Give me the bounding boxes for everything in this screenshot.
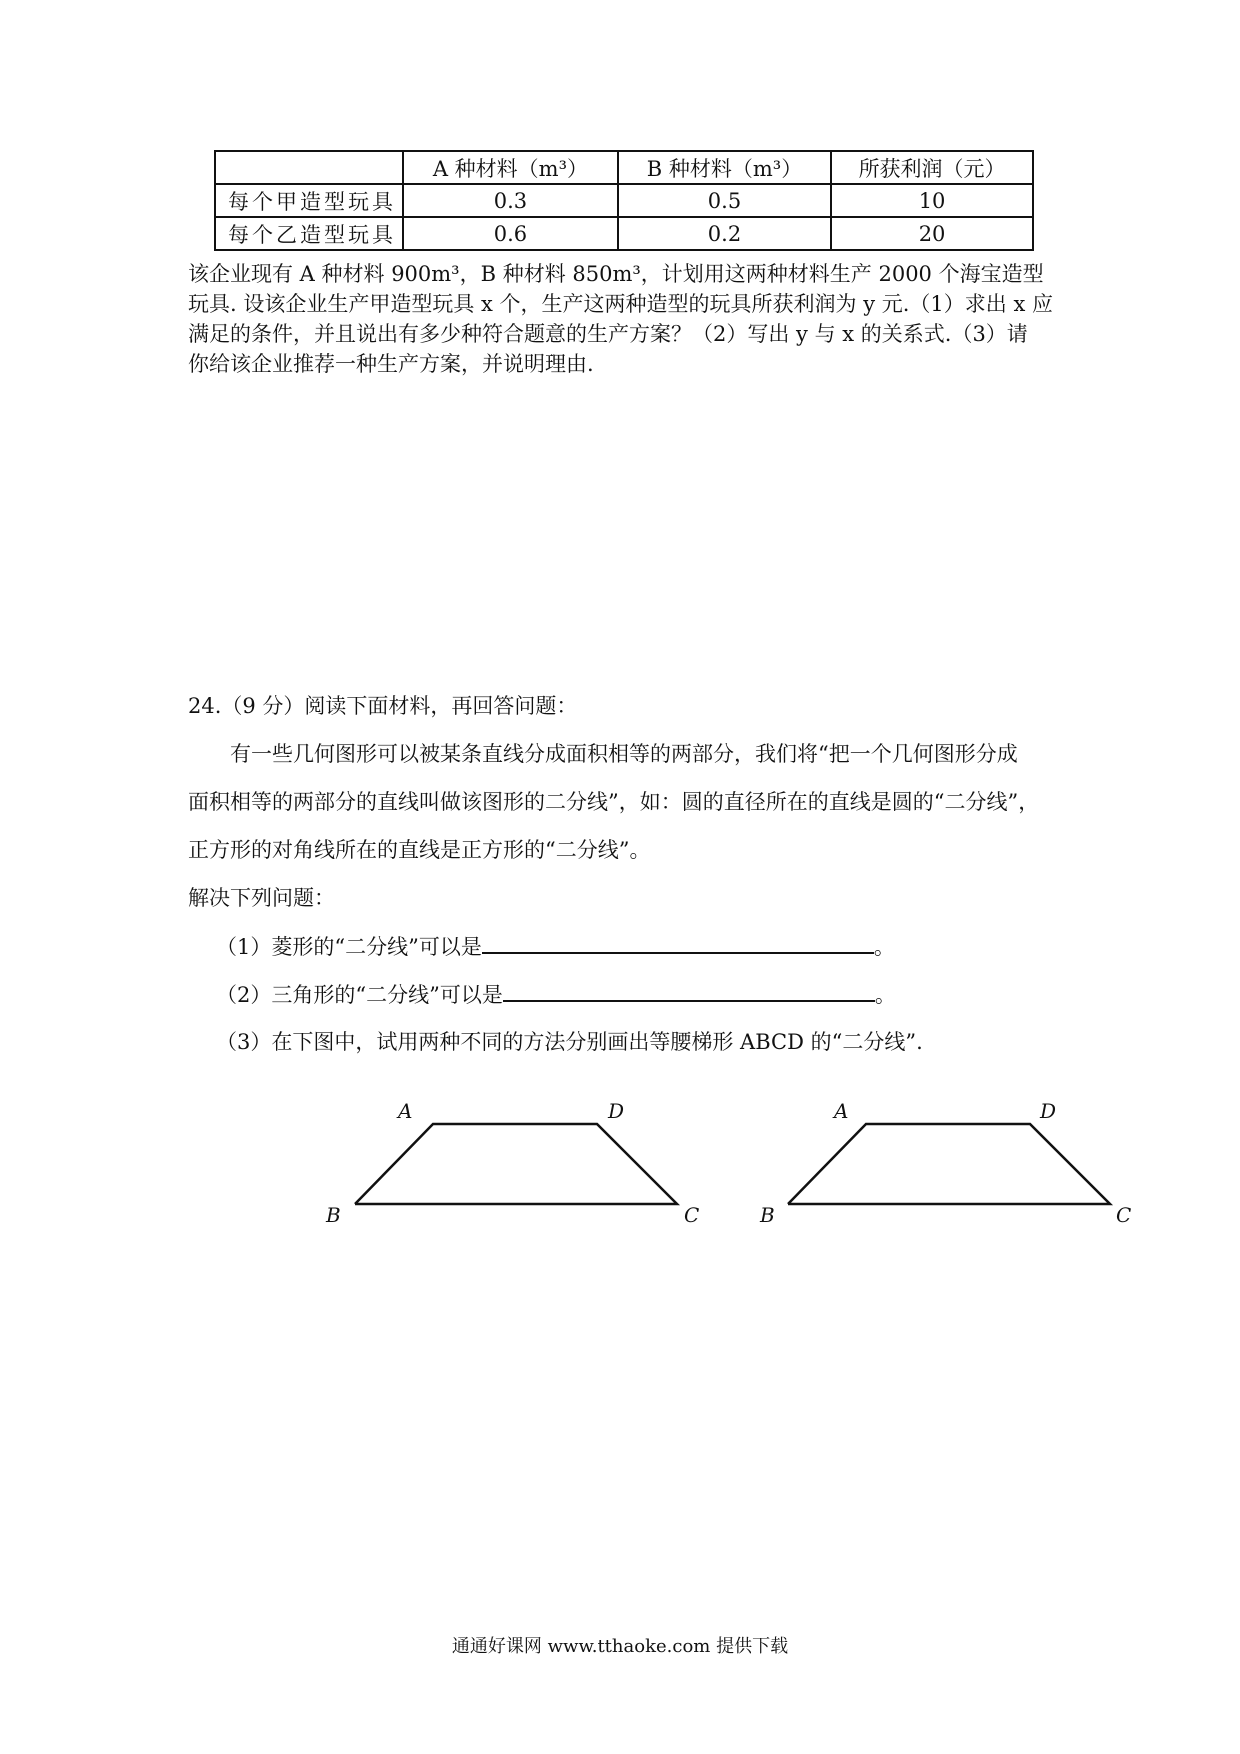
table-header-cell: 所获利润（元）	[831, 151, 1033, 184]
table-header-cell: B 种材料（m³）	[618, 151, 831, 184]
table-cell: 0.2	[618, 217, 831, 250]
question-1-text: （1）菱形的“二分线”可以是	[216, 935, 482, 959]
vertex-label-d: D	[1040, 1099, 1057, 1123]
question-3: （3）在下图中，试用两种不同的方法分别画出等腰梯形 ABCD 的“二分线”.	[216, 1030, 923, 1054]
trapezoid-left	[325, 1099, 699, 1227]
table-cell: 20	[831, 217, 1033, 250]
problem24-title: 24.（9 分）阅读下面材料，再回答问题：	[188, 694, 578, 718]
trapezoid-right	[759, 1099, 1131, 1227]
table-cell: 10	[831, 184, 1033, 217]
table-header-cell: A 种材料（m³）	[403, 151, 618, 184]
problem23-line: 玩具. 设该企业生产甲造型玩具 x 个，生产这两种造型的玩具所获利润为 y 元.（1）求出 x 应	[188, 292, 1053, 316]
vertex-label-d: D	[608, 1099, 625, 1123]
problem24-paragraph-line: 正方形的对角线所在的直线是正方形的“二分线”。	[188, 838, 651, 862]
problem24-paragraph-line: 有一些几何图形可以被某条直线分成面积相等的两部分，我们将“把一个几何图形分成	[230, 742, 1018, 766]
table-cell: 0.6	[403, 217, 618, 250]
trapezoid-left-outline	[355, 1124, 677, 1204]
trapezoid-right-outline	[788, 1124, 1110, 1204]
table-cell: 0.3	[403, 184, 618, 217]
question-2-period: 。	[874, 983, 896, 1007]
vertex-label-c: C	[684, 1203, 700, 1227]
table-cell: 每个乙造型玩具	[215, 217, 403, 250]
solve-label: 解决下列问题：	[188, 886, 335, 910]
problem23-line: 满足的条件，并且说出有多少种符合题意的生产方案？（2）写出 y 与 x 的关系式.（3）请	[188, 322, 1028, 346]
question-1-period: 。	[873, 935, 895, 959]
vertex-label-c: C	[1116, 1203, 1132, 1227]
table-cell: 0.5	[618, 184, 831, 217]
problem24-paragraph-line: 面积相等的两部分的直线叫做该图形的二分线”，如：圆的直径所在的直线是圆的“二分线”，	[188, 790, 1040, 814]
problem23-line: 该企业现有 A 种材料 900m³，B 种材料 850m³，计划用这两种材料生产 2000 个海宝造型	[188, 262, 1044, 286]
question-2-text: （2）三角形的“二分线”可以是	[216, 983, 503, 1007]
vertex-label-a: A	[398, 1099, 413, 1123]
page-footer: 通通好课网 www.tthaoke.com 提供下载	[451, 1636, 789, 1657]
vertex-label-b: B	[326, 1203, 341, 1227]
table-cell: 每个甲造型玩具	[215, 184, 403, 217]
vertex-label-a: A	[834, 1099, 849, 1123]
problem23-line: 你给该企业推荐一种生产方案，并说明理由.	[188, 352, 594, 376]
vertex-label-b: B	[760, 1203, 775, 1227]
